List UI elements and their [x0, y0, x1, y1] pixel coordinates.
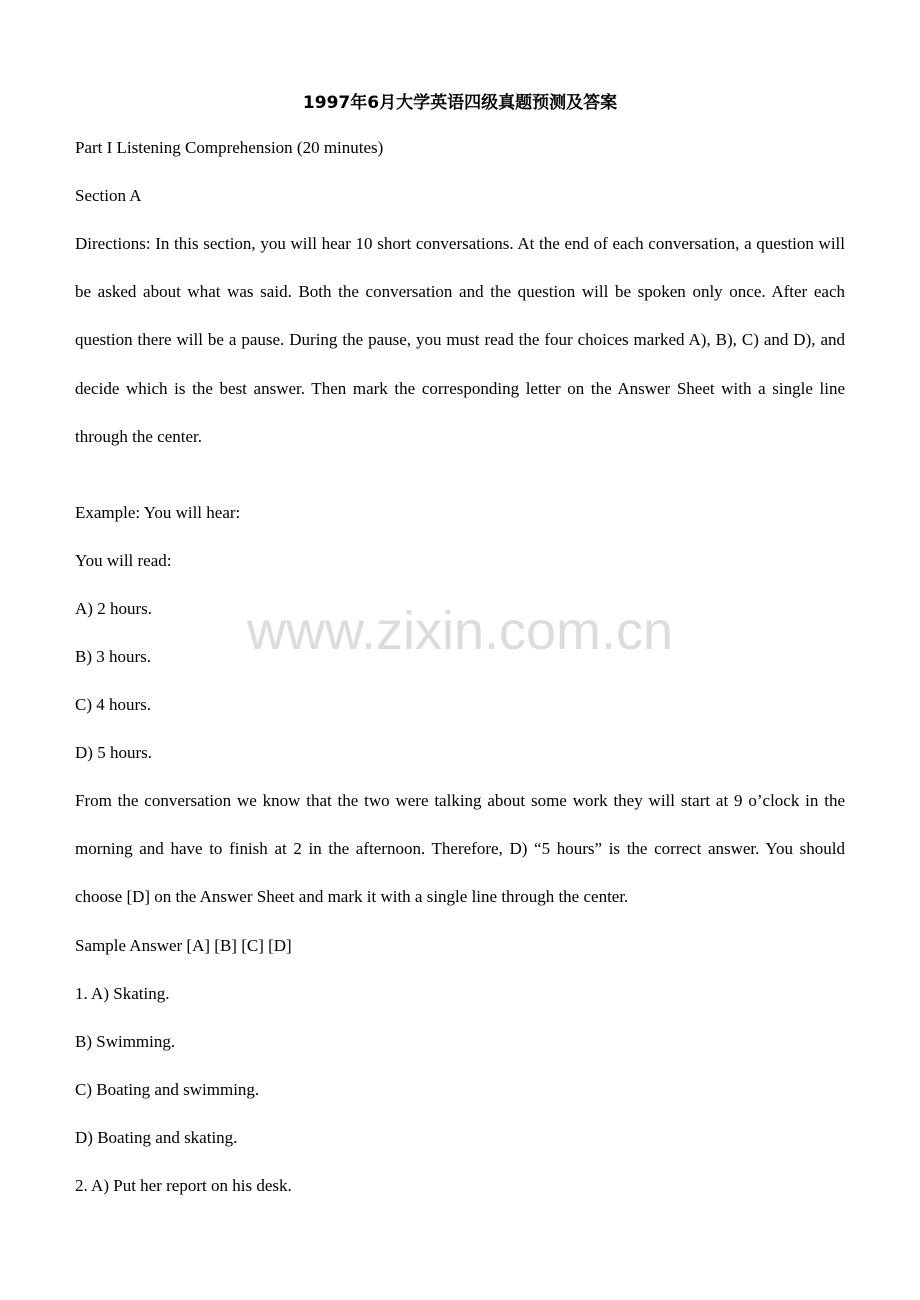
example-read: You will read: [75, 551, 172, 570]
example-option: D) 5 hours. [75, 743, 152, 762]
directions-paragraph: Directions: In this section, you will hear 10 short conversations. At the end of each conversation, a question will be asked about what was said. Both the conversation and the question will be spoken only once. After each question there will be a pause. During the pause, you must read the four choices marked A), B), C) and D), and decide which is the best answer. Then mark the corresponding letter on the Answer Sheet with a single line through the center. [75, 234, 845, 446]
part-heading: Part I Listening Comprehension (20 minutes) [75, 138, 384, 157]
question-line: B) Swimming. [75, 1032, 176, 1051]
example-option: C) 4 hours. [75, 695, 152, 714]
document-title: 1997年6月大学英语四级真题预测及答案 [302, 93, 618, 113]
question-line: C) Boating and swimming. [75, 1080, 260, 1099]
example-option: B) 3 hours. [75, 647, 152, 666]
explanation-paragraph: From the conversation we know that the two were talking about some work they will start at 9 o’clock in the morning and have to finish at 2 in the afternoon. Therefore, D) “5 hours” is the correct answer. You should choose [D] on the Answer Sheet and mark it with a single line through the center. [75, 791, 845, 907]
question-line: D) Boating and skating. [75, 1128, 238, 1147]
sample-answer: Sample Answer [A] [B] [C] [D] [75, 936, 292, 955]
example-hear: Example: You will hear: [75, 503, 241, 522]
question-line: 2. A) Put her report on his desk. [75, 1176, 292, 1195]
watermark: www.zixin.com.cn [246, 601, 674, 661]
section-heading: Section A [75, 186, 142, 205]
question-line: 1. A) Skating. [75, 984, 170, 1003]
example-option: A) 2 hours. [75, 599, 152, 618]
